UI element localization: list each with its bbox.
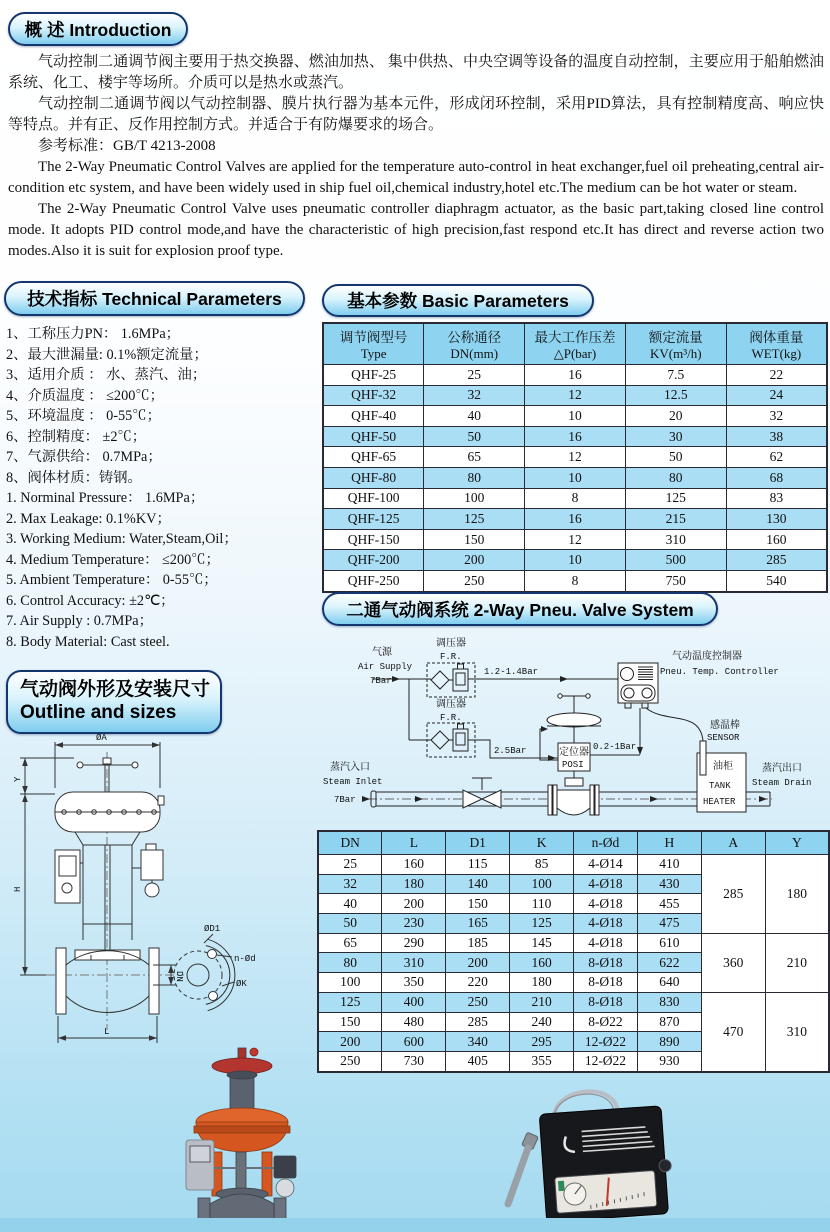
table-cell: 40 — [318, 894, 382, 914]
table-cell: 100 — [318, 973, 382, 993]
table-row — [318, 855, 829, 875]
table-cell: QHF-25 — [323, 365, 424, 386]
table-cell: 80 — [625, 467, 726, 488]
column-header: 最大工作压差 △P(bar) — [525, 323, 626, 365]
steam-drain-label-cn: 蒸汽出口 — [762, 763, 802, 774]
table-cell: QHF-100 — [323, 488, 424, 509]
valve-outline-drawing — [8, 728, 318, 1064]
table-cell: QHF-40 — [323, 406, 424, 427]
table-cell: 12.5 — [625, 385, 726, 406]
table-cell: 215 — [625, 509, 726, 530]
positioner-line-pressure: 2.5Bar — [494, 746, 527, 756]
table-cell: 7.5 — [625, 365, 726, 386]
table-cell: 8 — [525, 488, 626, 509]
column-header: A — [701, 831, 765, 855]
dim-label-d1: ØD1 — [204, 924, 221, 934]
dim-label-dn: DN — [174, 971, 184, 982]
column-header: H — [637, 831, 701, 855]
table-cell: 16 — [525, 365, 626, 386]
table-cell: 500 — [625, 550, 726, 571]
outline-badge-en: Outline and sizes — [20, 702, 177, 723]
dimensions-table-body — [318, 855, 829, 1072]
table-cell: 65 — [424, 447, 525, 468]
table-cell: 38 — [726, 426, 827, 447]
table-cell: 160 — [382, 855, 446, 875]
bottom-color-strip — [0, 1218, 830, 1232]
table-cell: 125 — [625, 488, 726, 509]
control-valve-icon — [548, 771, 599, 815]
table-cell: 12 — [525, 447, 626, 468]
table-cell: 20 — [625, 406, 726, 427]
sensor-capillary-line — [646, 708, 703, 741]
table-cell: 25 — [424, 365, 525, 386]
table-cell: 85 — [510, 855, 574, 875]
tech-item: 1. Norminal Pressure： 1.6MPa； — [6, 490, 205, 506]
table-cell: 100 — [424, 488, 525, 509]
table-cell: 930 — [637, 1051, 701, 1071]
table-cell: 200 — [382, 894, 446, 914]
tech-item: 5. Ambient Temperature： 0-55℃； — [6, 572, 218, 588]
tech-item: 3. Working Medium: Water,Steam,Oil； — [6, 531, 238, 547]
table-cell: 310 — [382, 953, 446, 973]
table-cell: QHF-50 — [323, 426, 424, 447]
table-cell: 150 — [424, 529, 525, 550]
table-cell: 24 — [726, 385, 827, 406]
tech-item: 3、适用介质 ： 水、蒸汽、油； — [6, 367, 207, 383]
column-header: D1 — [446, 831, 510, 855]
filter-regulator-1-icon — [427, 663, 475, 697]
table-cell: 290 — [382, 933, 446, 953]
table-cell: 32 — [726, 406, 827, 427]
basic-parameters-badge: 基本参数 Basic Parameters — [322, 284, 594, 317]
table-cell: 180 — [510, 973, 574, 993]
table-row — [323, 426, 827, 447]
table-cell: 640 — [637, 973, 701, 993]
air-supply-line — [372, 679, 431, 740]
table-cell: 250 — [446, 992, 510, 1012]
table-cell: QHF-150 — [323, 529, 424, 550]
positioner-feedback-line — [540, 729, 558, 760]
tech-item: 2、最大泄漏量: 0.1%额定流量； — [6, 346, 208, 363]
table-cell: 12-Ø22 — [574, 1051, 638, 1071]
regulator2-label-en: F.R. — [440, 713, 462, 723]
table-cell: 40 — [424, 406, 525, 427]
filter-regulator-2-icon — [427, 723, 475, 757]
table-cell: 750 — [625, 570, 726, 591]
table-cell: 32 — [318, 874, 382, 894]
table-cell: 600 — [382, 1032, 446, 1052]
column-header: 调节阀型号 Type — [323, 323, 424, 365]
table-cell: 125 — [318, 992, 382, 1012]
table-cell: 10 — [525, 550, 626, 571]
table-cell: 4-Ø18 — [574, 933, 638, 953]
tech-item: 7、气源供给： 0.7MPa； — [6, 449, 162, 465]
table-cell: QHF-80 — [323, 467, 424, 488]
controller-product-photo — [488, 1078, 688, 1218]
column-header: L — [382, 831, 446, 855]
table-cell: 430 — [637, 874, 701, 894]
tank-label-cn: 油柜 — [713, 761, 733, 772]
table-cell: 65 — [318, 933, 382, 953]
controller-label-cn: 气动温度控制器 — [672, 651, 742, 662]
table-cell: 30 — [625, 426, 726, 447]
table-cell: 68 — [726, 467, 827, 488]
table-cell: 50 — [625, 447, 726, 468]
table-cell: 310 — [625, 529, 726, 550]
table-cell: 160 — [510, 953, 574, 973]
tech-item: 2. Max Leakage: 0.1%KV； — [6, 510, 171, 527]
regulator2-label-cn: 调压器 — [436, 699, 466, 710]
intro-paragraphs — [8, 52, 824, 262]
table-cell: 165 — [446, 914, 510, 934]
table-cell: 10 — [525, 467, 626, 488]
table-cell: 285 — [726, 550, 827, 571]
scale-mark — [558, 1181, 565, 1191]
valve-system-diagram — [322, 628, 830, 828]
manual-valve-icon — [463, 778, 501, 808]
table-cell: 8-Ø22 — [574, 1012, 638, 1032]
table-cell: 145 — [510, 933, 574, 953]
table-cell: 350 — [382, 973, 446, 993]
sensor-label-en: SENSOR — [707, 733, 740, 743]
column-header: Y — [765, 831, 829, 855]
sensor-label-cn: 感温棒 — [710, 720, 740, 731]
tech-item: 6. Control Accuracy: ±2℃； — [6, 592, 175, 609]
regulator1-label-en: F.R. — [440, 652, 462, 662]
tech-item: 4. Medium Temperature： ≤200℃； — [6, 551, 220, 568]
table-cell: 830 — [637, 992, 701, 1012]
table-cell: 455 — [637, 894, 701, 914]
table-cell: 12 — [525, 529, 626, 550]
steam-drain-label-en: Steam Drain — [752, 778, 812, 788]
table-cell: 8-Ø18 — [574, 973, 638, 993]
tech-item: 1、工称压力PN： 1.6MPa； — [6, 326, 180, 342]
table-cell: 180 — [382, 874, 446, 894]
table-cell: 80 — [318, 953, 382, 973]
dim-label-nd: n-Ød — [234, 954, 256, 964]
table-row — [323, 385, 827, 406]
dim-label-oa: ØA — [96, 733, 107, 743]
tech-item: 7. Air Supply : 0.7MPa； — [6, 613, 153, 629]
table-cell: 50 — [424, 426, 525, 447]
air-supply-label-en: Air Supply — [358, 662, 413, 672]
table-cell: 360 — [701, 933, 765, 992]
intro-paragraph-cn-2: 气动控制二通调节阀以气动控制器、膜片执行器为基本元件，形成闭环控制，采用PID算法，具有控制精度高、响应快等特点。并有正、反作用控制方式。并适合于有防爆要求的场合。 — [8, 96, 824, 133]
positioner-label-cn: 定位器 — [559, 747, 589, 758]
positioner-output-pressure: 0.2-1Bar — [593, 742, 637, 752]
actuator-dome-outline — [55, 792, 164, 832]
intro-paragraph-cn-1: 气动控制二通调节阀主要用于热交换器、燃油加热、 集中供热、中央空调等设备的温度自动控制，主要应用于船舶燃油系统、化工、楼宇等场所。介质可以是热水或蒸汽。 — [8, 54, 824, 91]
intro-reference-standard: 参考标准：GB/T 4213-2008 — [38, 138, 216, 154]
table-cell: 240 — [510, 1012, 574, 1032]
table-cell: 12-Ø22 — [574, 1032, 638, 1052]
intro-paragraph-en-2: The 2-Way Pneumatic Control Valve uses pneumatic controller diaphragm actuator, as the basic part,taking closed line control mode. It adopts PID control mode,and have the characteristic of high precision,fast respond etc.It has direct and reverse action two modes.Also it is suit for explosion proof type. — [8, 201, 824, 259]
table-cell: 8 — [525, 570, 626, 591]
regulator1-label-cn: 调压器 — [436, 638, 466, 649]
tech-item: 4、介质温度 ： ≤200℃； — [6, 387, 164, 404]
table-cell: 295 — [510, 1032, 574, 1052]
table-cell: 115 — [446, 855, 510, 875]
table-cell: 4-Ø18 — [574, 914, 638, 934]
controller-label-en: Pneu. Temp. Controller — [660, 667, 779, 677]
table-row — [318, 992, 829, 1012]
table-cell: 4-Ø14 — [574, 855, 638, 875]
table-cell: 12 — [525, 385, 626, 406]
air-supply-label-cn: 气源 — [372, 647, 392, 658]
diaphragm-actuator-icon — [547, 694, 601, 743]
table-cell: 200 — [424, 550, 525, 571]
tech-item: 6、控制精度： ±2℃； — [6, 428, 147, 445]
table-cell: 160 — [726, 529, 827, 550]
table-cell: 250 — [318, 1051, 382, 1071]
table-row — [323, 447, 827, 468]
dimensions-table — [317, 830, 830, 1073]
steam-inlet-label-en: Steam Inlet — [323, 777, 383, 787]
table-cell: 8-Ø18 — [574, 953, 638, 973]
column-header: DN — [318, 831, 382, 855]
side-knob — [659, 1159, 672, 1172]
table-cell: 22 — [726, 365, 827, 386]
table-cell: 25 — [318, 855, 382, 875]
intro-paragraph-en-1: The 2-Way Pneumatic Control Valves are applied for the temperature auto-control in heat exchanger,fuel oil preheating,central air-condition etc system, and have been widely used in ship fuel oil,chemical industry,hotel etc.The medium can be hot water or steam. — [8, 159, 824, 196]
outline-section-badge — [6, 670, 222, 734]
table-cell: 110 — [510, 894, 574, 914]
temperature-controller-icon — [618, 663, 658, 708]
table-cell: 130 — [726, 509, 827, 530]
table-cell: 285 — [446, 1012, 510, 1032]
table-cell: 83 — [726, 488, 827, 509]
table-cell: 340 — [446, 1032, 510, 1052]
table-cell: 32 — [424, 385, 525, 406]
table-row — [323, 550, 827, 571]
column-header: 阀体重量 WET(kg) — [726, 323, 827, 365]
table-cell: 220 — [446, 973, 510, 993]
controller-box — [539, 1105, 674, 1218]
table-cell: 475 — [637, 914, 701, 934]
table-cell: 150 — [446, 894, 510, 914]
table-cell: 210 — [765, 933, 829, 992]
dim-label-y: Y — [13, 776, 23, 782]
temperature-probe — [508, 1148, 528, 1204]
table-row — [323, 406, 827, 427]
positioner-label-en: POSI — [562, 760, 584, 770]
tech-item: 5、环境温度 ： 0-55℃； — [6, 408, 161, 424]
column-header: 公称通径 DN(mm) — [424, 323, 525, 365]
table-cell: 210 — [510, 992, 574, 1012]
table-cell: QHF-65 — [323, 447, 424, 468]
table-cell: 405 — [446, 1051, 510, 1071]
table-cell: 200 — [318, 1032, 382, 1052]
table-cell: 4-Ø18 — [574, 894, 638, 914]
table-cell: 310 — [765, 992, 829, 1071]
table-cell: 285 — [701, 855, 765, 934]
table-cell: 890 — [637, 1032, 701, 1052]
dim-label-k: ØK — [236, 979, 247, 989]
table-cell: 470 — [701, 992, 765, 1071]
tech-item: 8、阀体材质：铸钢。 — [6, 469, 142, 486]
table-cell: QHF-32 — [323, 385, 424, 406]
actuator-column — [230, 1074, 254, 1110]
table-cell: 125 — [424, 509, 525, 530]
dim-label-h: H — [13, 886, 23, 892]
table-cell: 80 — [424, 467, 525, 488]
table-cell: 410 — [637, 855, 701, 875]
table-cell: 16 — [525, 509, 626, 530]
pressure-gauge — [276, 1179, 294, 1197]
steam-inlet-label-cn: 蒸汽入口 — [330, 762, 370, 773]
table-cell: 230 — [382, 914, 446, 934]
basic-table-body — [323, 365, 827, 592]
table-cell: 150 — [318, 1012, 382, 1032]
table-cell: 355 — [510, 1051, 574, 1071]
table-cell: 125 — [510, 914, 574, 934]
table-cell: 4-Ø18 — [574, 874, 638, 894]
table-cell: 140 — [446, 874, 510, 894]
steam-inlet-pressure: 7Bar — [334, 795, 356, 805]
outline-badge-cn: 气动阀外形及安装尺寸 — [20, 679, 211, 701]
dimensions-table-header — [318, 831, 829, 855]
column-header: n-Ød — [574, 831, 638, 855]
table-row — [323, 467, 827, 488]
filter-regulator — [274, 1156, 296, 1178]
table-cell: QHF-250 — [323, 570, 424, 591]
tank-label-en1: TANK — [709, 781, 731, 791]
column-header: 额定流量 KV(m³/h) — [625, 323, 726, 365]
table-cell: 250 — [424, 570, 525, 591]
technical-parameters-badge: 技术指标 Technical Parameters — [4, 281, 305, 316]
table-cell: QHF-200 — [323, 550, 424, 571]
technical-parameters-list — [6, 324, 318, 652]
valve-product-photo — [180, 1042, 340, 1232]
tech-item: 8. Body Material: Cast steel. — [6, 633, 170, 650]
basic-parameters-table — [322, 322, 828, 593]
basic-table-header — [323, 323, 827, 365]
table-row — [323, 529, 827, 550]
tank-label-en2: HEATER — [703, 797, 736, 807]
table-cell: 870 — [637, 1012, 701, 1032]
table-row — [318, 933, 829, 953]
table-cell: 180 — [765, 855, 829, 934]
table-cell: 400 — [382, 992, 446, 1012]
table-cell: 10 — [525, 406, 626, 427]
table-cell: QHF-125 — [323, 509, 424, 530]
table-cell: 50 — [318, 914, 382, 934]
intro-section-badge: 概 述 Introduction — [8, 12, 188, 46]
table-cell: 622 — [637, 953, 701, 973]
controller-line-pressure: 1.2-1.4Bar — [484, 667, 539, 677]
table-cell: 200 — [446, 953, 510, 973]
table-cell: 100 — [510, 874, 574, 894]
table-row — [323, 570, 827, 591]
yoke-outline — [55, 832, 163, 950]
table-cell: 62 — [726, 447, 827, 468]
column-header: K — [510, 831, 574, 855]
table-cell: 730 — [382, 1051, 446, 1071]
table-cell: 8-Ø18 — [574, 992, 638, 1012]
dim-label-l: L — [104, 1027, 110, 1037]
table-row — [323, 365, 827, 386]
valve-system-badge: 二通气动阀系统 2-Way Pneu. Valve System — [322, 592, 718, 626]
table-cell: 480 — [382, 1012, 446, 1032]
table-row — [323, 509, 827, 530]
table-cell: 540 — [726, 570, 827, 591]
table-row — [323, 488, 827, 509]
table-cell: 16 — [525, 426, 626, 447]
sensor-probe-icon — [700, 741, 706, 775]
table-cell: 610 — [637, 933, 701, 953]
table-cell: 185 — [446, 933, 510, 953]
air-supply-pressure: 7Bar — [370, 676, 392, 686]
